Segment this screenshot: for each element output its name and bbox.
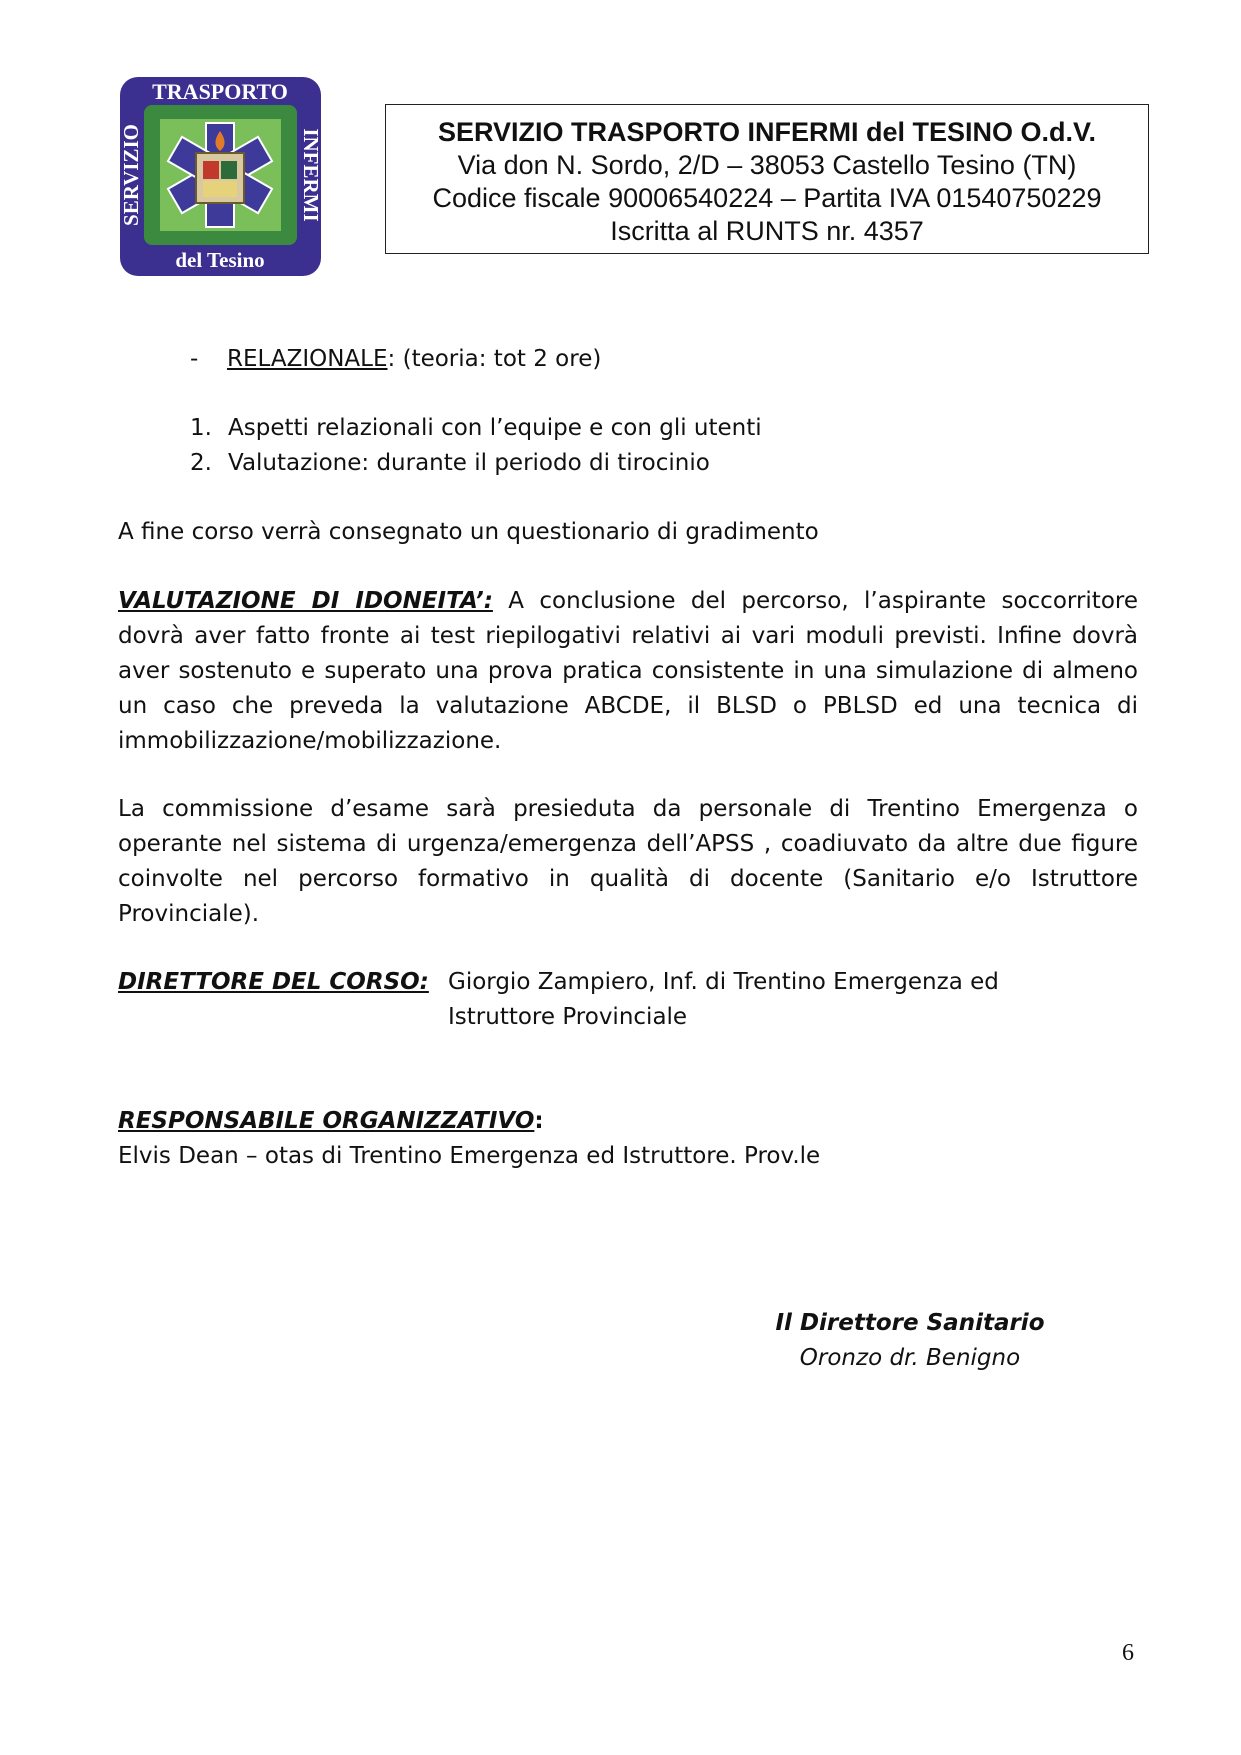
direttore-label: DIRETTORE DEL CORSO: bbox=[118, 969, 429, 995]
organization-logo bbox=[118, 75, 323, 278]
responsabile-text: Elvis Dean – otas di Trentino Emergenza ed Istruttore. Prov.le bbox=[118, 1143, 821, 1169]
org-name: SERVIZIO TRASPORTO INFERMI del TESINO O.d.V. bbox=[437, 117, 1097, 147]
relazionale-title: RELAZIONALE bbox=[227, 346, 388, 372]
logo-text-right: INFERMI bbox=[299, 128, 323, 222]
list-item-number: 1. bbox=[190, 415, 212, 441]
valutazione-paragraph bbox=[118, 584, 1138, 759]
signature-title: Il Direttore Sanitario bbox=[775, 1310, 1045, 1336]
list-item-number: 2. bbox=[190, 450, 212, 476]
org-tax-info: Codice fiscale 90006540224 – Partita IVA 01540750229 bbox=[432, 183, 1102, 213]
list-item bbox=[190, 411, 212, 446]
list-item-text: Valutazione: durante il periodo di tirocinio bbox=[228, 450, 710, 476]
direttore-line2: Istruttore Provinciale bbox=[448, 1004, 688, 1030]
logo-text-bottom: del Tesino bbox=[175, 248, 265, 272]
responsabile-colon: : bbox=[534, 1108, 544, 1134]
direttore-line1: Giorgio Zampiero, Inf. di Trentino Emergenza ed bbox=[448, 969, 999, 995]
header-box bbox=[385, 104, 1149, 254]
logo-text-top: TRASPORTO bbox=[152, 79, 288, 104]
signature-name: Oronzo dr. Benigno bbox=[799, 1345, 1021, 1371]
questionario-paragraph: A fine corso verrà consegnato un questionario di gradimento bbox=[118, 519, 819, 545]
org-address: Via don N. Sordo, 2/D – 38053 Castello Tesino (TN) bbox=[457, 150, 1077, 180]
relazionale-rest: : (teoria: tot 2 ore) bbox=[387, 346, 602, 372]
list-item bbox=[190, 446, 212, 481]
valutazione-label: VALUTAZIONE DI IDONEITA’: bbox=[118, 588, 493, 614]
responsabile-label: RESPONSABILE ORGANIZZATIVO bbox=[118, 1108, 535, 1134]
responsabile-heading bbox=[118, 1104, 544, 1139]
commissione-paragraph: La commissione d’esame sarà presieduta da personale di Trentino Emergenza o operante nel sistema di urgenza/emergenza dell’APSS , coadiuvato da altre due figure coinvolte nel percorso formativo in qualità di docente (Sanitario e/o Istruttore Provinciale). bbox=[118, 796, 1138, 927]
relazionale-dash: - bbox=[190, 346, 199, 372]
page-number: 6 bbox=[1122, 1640, 1134, 1666]
valutazione-text: A conclusione del percorso, l’aspirante soccorritore dovrà aver fatto fronte ai test riepilogativi relativi ai vari moduli previsti. Infine dovrà aver sostenuto e superato una prova pratica consistente in una simulazione di almeno un caso che preveda la valutazione ABCDE, il BLSD o PBLSD ed una tecnica di immobilizzazione/mobilizzazione. bbox=[118, 588, 1138, 754]
logo-text-left: SERVIZIO bbox=[119, 124, 143, 226]
org-runts: Iscritta al RUNTS nr. 4357 bbox=[610, 216, 924, 246]
list-item-text: Aspetti relazionali con l’equipe e con gli utenti bbox=[228, 415, 762, 441]
relazionale-heading bbox=[227, 342, 601, 377]
